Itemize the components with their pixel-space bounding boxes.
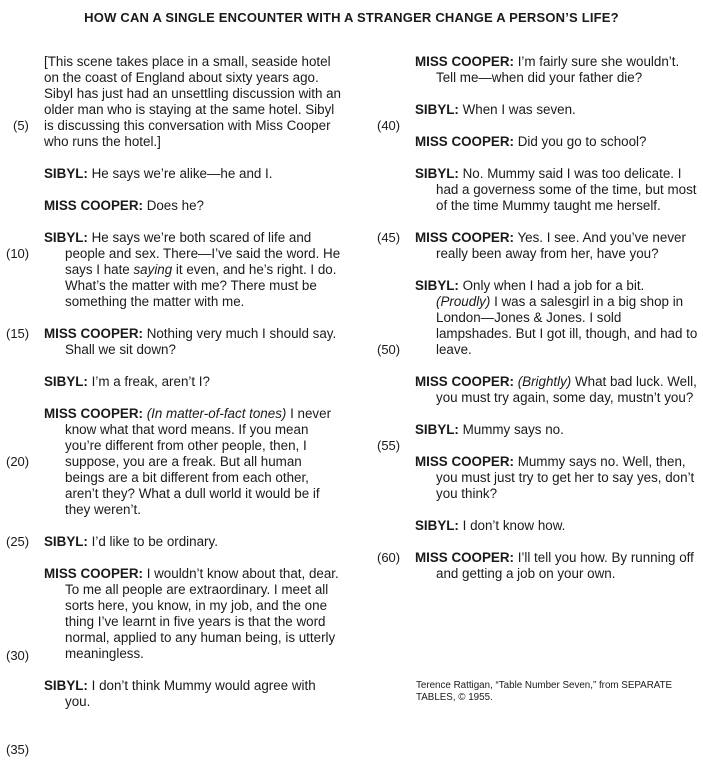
line-number-50: (50): [377, 342, 401, 357]
speaker-name: MISS COOPER:: [44, 406, 143, 421]
dialogue-text: He says we’re both scared of life and people and sex. There—I’ve said the word. He says I hate: [65, 230, 341, 277]
dialogue-line: [415, 102, 700, 118]
speaker-name: SIBYL:: [44, 166, 88, 181]
line-number-30: (30): [6, 648, 30, 663]
speaker-name: SIBYL:: [44, 374, 88, 389]
speaker-name: SIBYL:: [44, 230, 88, 245]
dialogue-text: Nothing very much I should say. Shall we sit down?: [65, 326, 337, 357]
line-number-15: (15): [6, 326, 30, 341]
speaker-name: MISS COOPER:: [415, 54, 514, 69]
dialogue-text: Yes. I see. And you’ve never really been away from her, have you?: [436, 230, 686, 261]
line-number-60: (60): [377, 550, 401, 565]
source-credit: Terence Rattigan, “Table Number Seven,” from SEPARATE TABLES, © 1955.: [416, 680, 673, 703]
speaker-name: MISS COOPER:: [415, 374, 514, 389]
stage-direction-inline: (In matter-of-fact tones): [146, 406, 287, 421]
dialogue-text: Mummy says no.: [462, 422, 564, 437]
line-number-5: (5): [13, 118, 29, 133]
dialogue-text: No. Mummy said I was too delicate. I had a governess some of the time, but most of the time Mummy taught me herself.: [436, 166, 697, 213]
dialogue-text: I’m fairly sure she wouldn’t. Tell me—when did your father die?: [436, 54, 680, 85]
dialogue-line: [415, 518, 700, 534]
dialogue-text: What bad luck. Well, you must try again, some day, mustn’t you?: [436, 374, 697, 405]
dialogue-line: [44, 678, 344, 710]
right-column: [415, 54, 700, 582]
dialogue-line: [44, 198, 344, 214]
speaker-name: MISS COOPER:: [415, 230, 514, 245]
line-number-25: (25): [6, 534, 30, 549]
speaker-name: MISS COOPER:: [415, 134, 514, 149]
speaker-name: MISS COOPER:: [415, 550, 514, 565]
dialogue-text: Did you go to school?: [517, 134, 647, 149]
dialogue-line: [415, 134, 700, 150]
dialogue-line: [44, 566, 344, 662]
line-number-45: (45): [377, 230, 401, 245]
line-number-35: (35): [6, 742, 30, 757]
emphasized-word: saying: [133, 262, 173, 277]
page-title: HOW CAN A SINGLE ENCOUNTER WITH A STRANGER CHANGE A PERSON’S LIFE?: [84, 10, 619, 25]
dialogue-line: [415, 54, 700, 86]
speaker-name: SIBYL:: [415, 166, 459, 181]
speaker-name: MISS COOPER:: [44, 198, 143, 213]
dialogue-line: [44, 534, 344, 550]
speaker-name: SIBYL:: [415, 518, 459, 533]
dialogue-text: Only when I had a job for a bit.: [462, 278, 645, 293]
line-number-20: (20): [6, 454, 30, 469]
dialogue-line: [415, 230, 700, 262]
dialogue-line: [44, 166, 344, 182]
dialogue-line: [44, 326, 344, 358]
dialogue-line: [44, 406, 344, 518]
dialogue-line: [415, 550, 700, 582]
speaker-name: SIBYL:: [415, 102, 459, 117]
dialogue-text: I’ll tell you how. By running off and getting a job on your own.: [436, 550, 694, 581]
dialogue-line: [415, 166, 700, 214]
dialogue-text: I was a salesgirl in a big shop in London—Jones & Jones. I sold lampshades. But I got ill, though, and had to leave.: [436, 294, 698, 357]
speaker-name: MISS COOPER:: [415, 454, 514, 469]
line-number-55: (55): [377, 438, 401, 453]
dialogue-text: Does he?: [146, 198, 205, 213]
dialogue-line: [415, 374, 700, 406]
speaker-name: SIBYL:: [44, 678, 88, 693]
stage-direction-inline: (Proudly): [436, 294, 491, 309]
dialogue-text: He says we’re alike—he and I.: [91, 166, 273, 181]
dialogue-line: [415, 422, 700, 438]
line-number-40: (40): [377, 118, 401, 133]
stage-direction-inline: (Brightly): [517, 374, 572, 389]
dialogue-text: I don’t know how.: [462, 518, 566, 533]
line-number-10: (10): [6, 246, 30, 261]
speaker-name: SIBYL:: [415, 278, 459, 293]
dialogue-text: I never know what that word means. If you mean you’re different from other people, then, I suppose, you are a freak. But all human beings are a bit different from each other, aren’t they? What a dull world it would be if they weren’t.: [65, 406, 332, 517]
left-column: [44, 54, 344, 710]
dialogue-text: it even, and he’s right. I do. What’s the matter with me? There must be something the matter with me.: [65, 262, 337, 309]
stage-direction: [This scene takes place in a small, seaside hotel on the coast of England about sixty years ago. Sibyl has just had an unsettling discussion with an older man who is staying at the same hotel. Sibyl is discussing this conversation with Miss Cooper who runs the hotel.]: [44, 54, 342, 149]
dialogue-text: When I was seven.: [462, 102, 576, 117]
dialogue-text: I don’t think Mummy would agree with you.: [65, 678, 316, 709]
dialogue-line: [44, 230, 344, 310]
speaker-name: MISS COOPER:: [44, 326, 143, 341]
dialogue-text: I wouldn’t know about that, dear. To me all people are extraordinary. I meet all sorts here, you know, in my job, and the one thing I’ve learnt in five years is that the word normal, applied to any human being, is utterly meaningless.: [65, 566, 339, 661]
dialogue-line: [44, 374, 344, 390]
speaker-name: SIBYL:: [415, 422, 459, 437]
dialogue-line: [415, 278, 700, 358]
dialogue-text: I’d like to be ordinary.: [91, 534, 218, 549]
speaker-name: SIBYL:: [44, 534, 88, 549]
dialogue-line: [415, 454, 700, 502]
dialogue-text: Mummy says no. Well, then, you must just try to get her to say yes, don’t you think?: [436, 454, 695, 501]
speaker-name: MISS COOPER:: [44, 566, 143, 581]
dialogue-text: I’m a freak, aren’t I?: [91, 374, 210, 389]
